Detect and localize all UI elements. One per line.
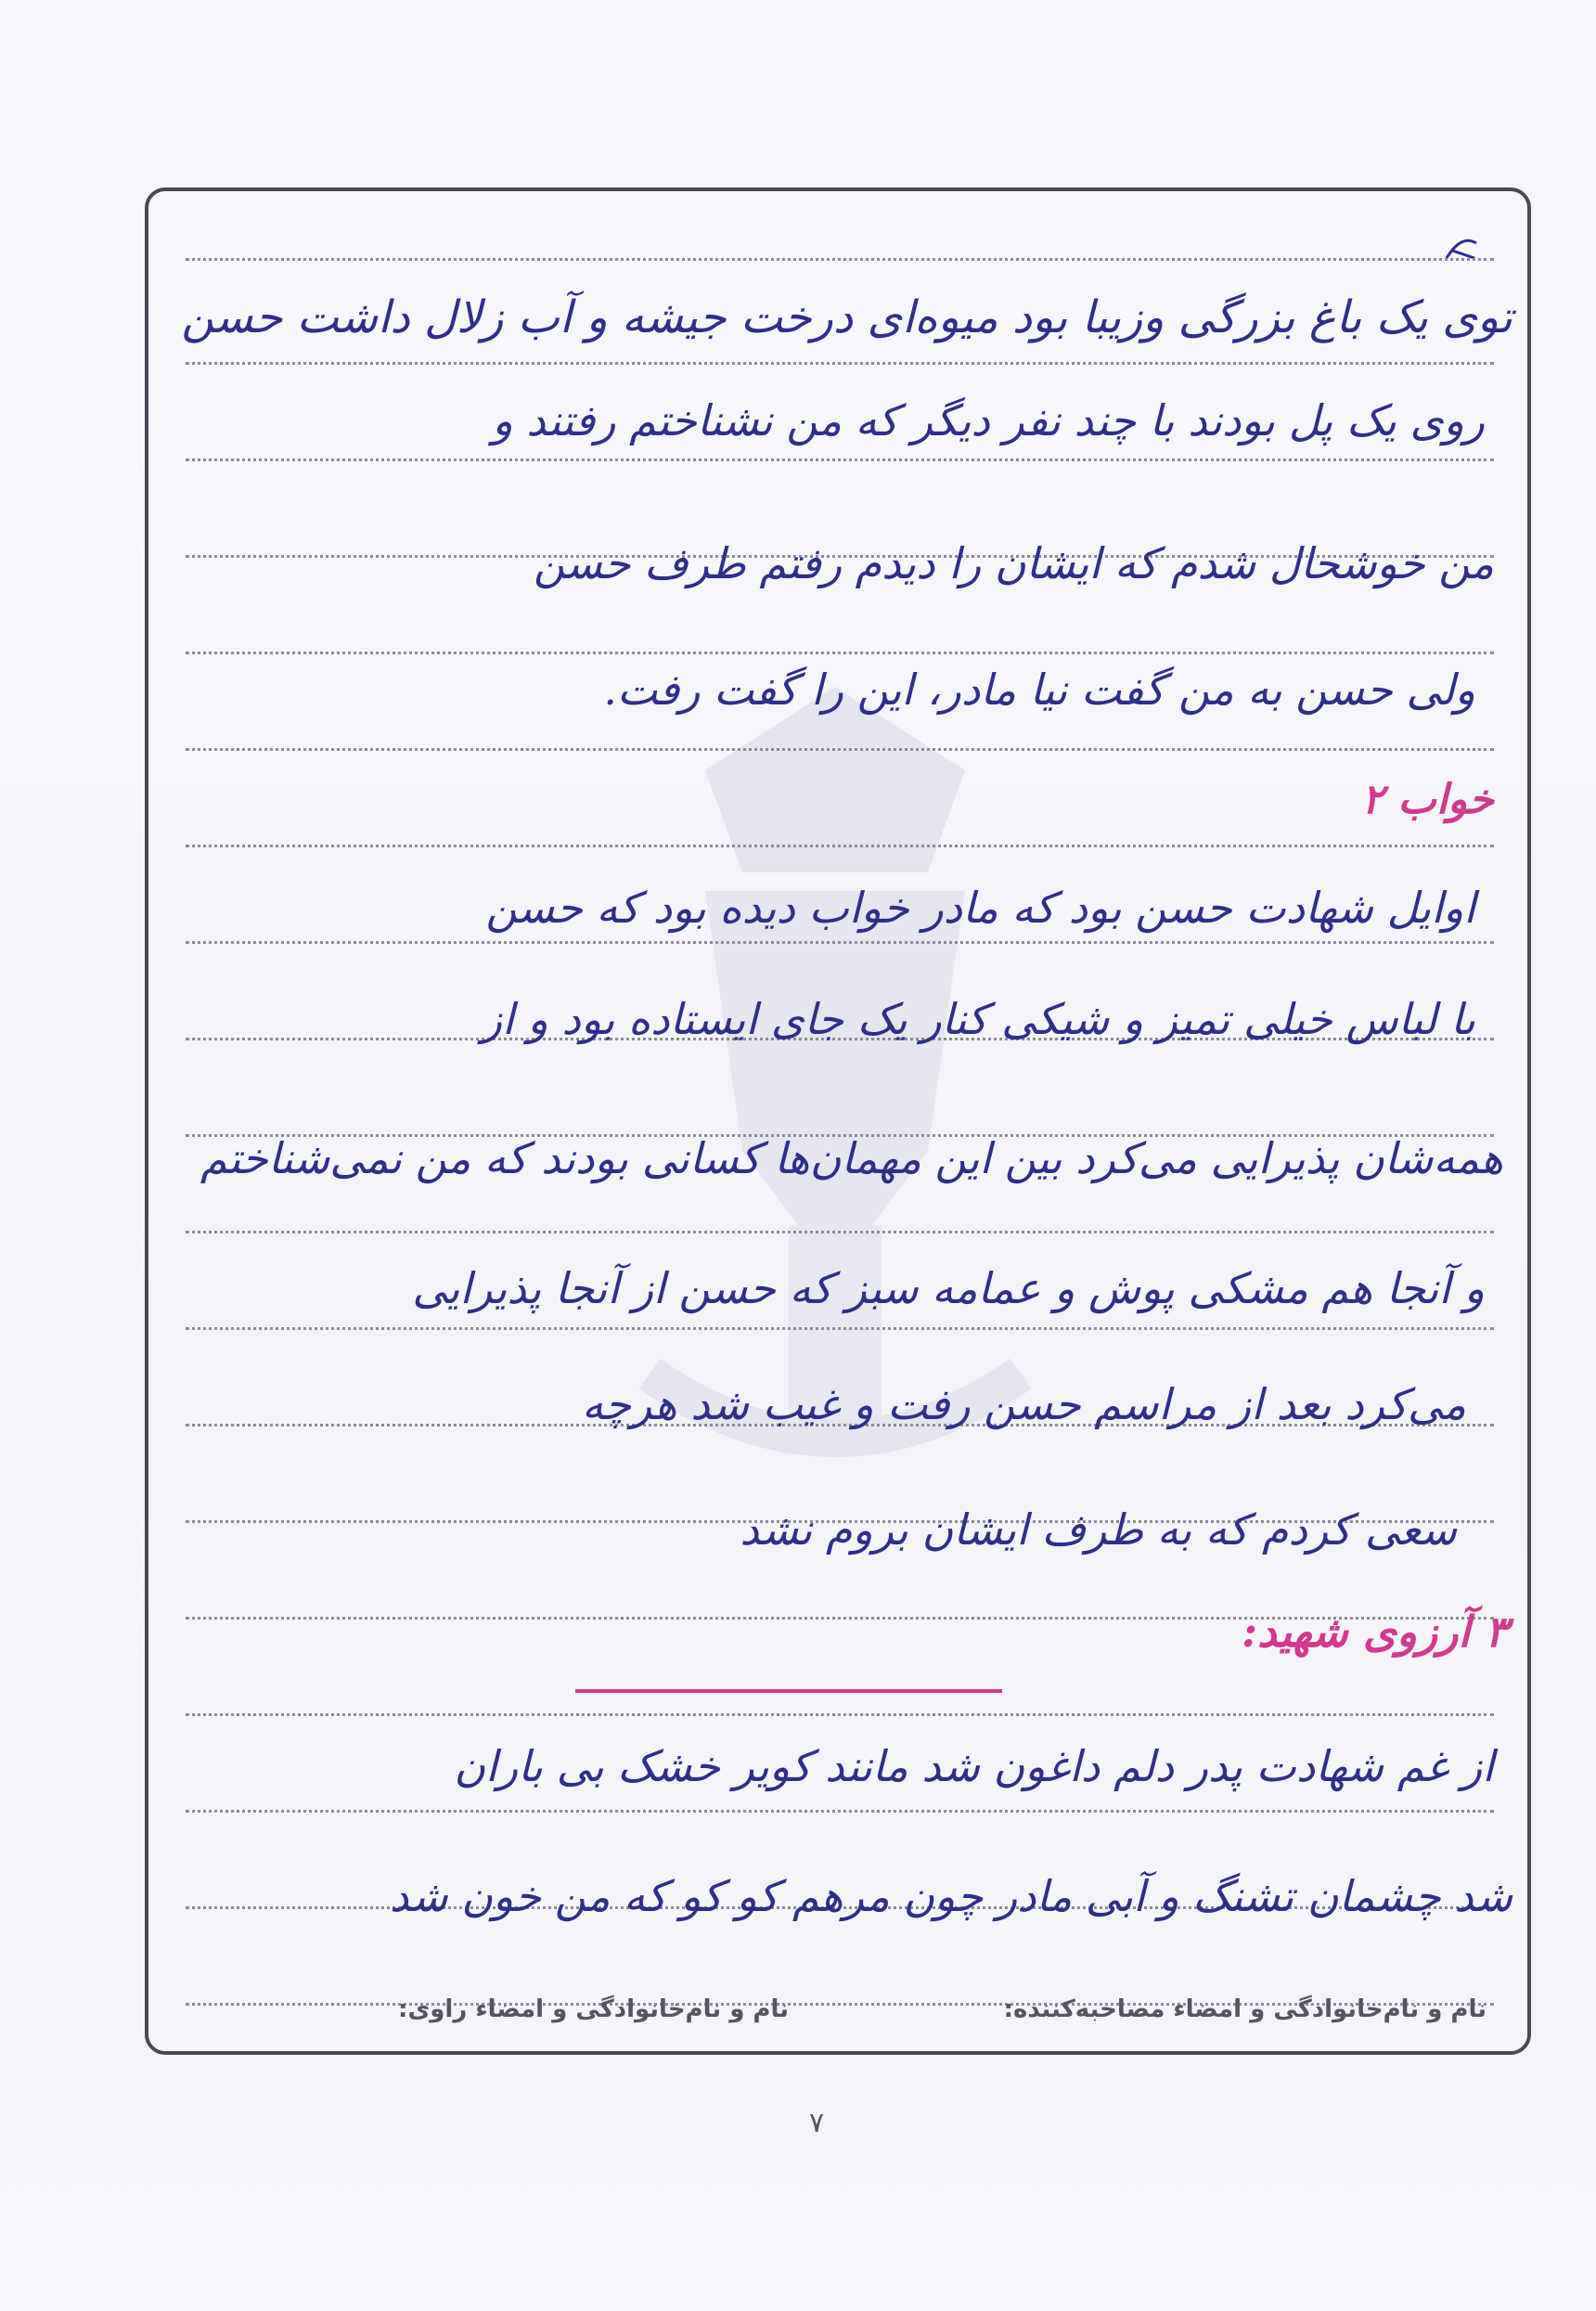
ruled-line: [186, 941, 1494, 944]
ruled-line: [186, 748, 1494, 751]
ruled-line: [186, 1327, 1494, 1330]
handwritten-line: همه‌شان پذیرایی می‌کرد بین این مهمان‌ها کسانی بودند که من نمی‌شناختم: [200, 1133, 1503, 1183]
handwritten-line: ولی حسن به من گفت نیا مادر، این را گفت رفت.: [603, 665, 1475, 715]
ruled-line: [186, 652, 1494, 654]
ruled-line: [186, 1713, 1494, 1716]
page-number: ۷: [808, 2107, 825, 2139]
heading-wish: ۳ آرزوی شهید:: [1242, 1607, 1508, 1657]
handwritten-line: اوایل شهادت حسن بود که مادر خواب دیده بود که حسن: [485, 883, 1475, 933]
handwritten-line: و آنجا هم مشکی پوش و عمامه سبز که حسن از آنجا پذیرایی: [412, 1263, 1485, 1313]
handwritten-line: با لباس خیلی تمیز و شیکی کنار یک جای ایستاده بود و از: [481, 994, 1475, 1044]
handwritten-line: می‌کرد بعد از مراسم حسن رفت و غیب شد هرچه: [581, 1379, 1466, 1429]
handwritten-line: سعی کردم که به طرف ایشان بروم نشد: [740, 1504, 1457, 1555]
interviewer-signature-label: نام و نام‌خانوادگی و امضاء مصاحبه‌کننده:: [1003, 1995, 1487, 2023]
handwritten-line: روی یک پل بودند با چند نفر دیگر که من نشناختم رفتند و: [492, 395, 1485, 445]
pen-mark-icon: [1443, 230, 1480, 267]
handwritten-line: از غم شهادت پدر دلم داغون شد مانند کویر خشک بی باران: [454, 1741, 1494, 1791]
ruled-line: [186, 845, 1494, 847]
ruled-line: [186, 258, 1494, 261]
ruled-line: [186, 458, 1494, 461]
heading-underline: [575, 1689, 1002, 1693]
narrator-signature-label: نام و نام‌خانوادگی و امضاء راوی:: [398, 1995, 789, 2023]
ruled-line: [186, 1231, 1494, 1233]
handwritten-line: شد چشمان تشنگ و آبی مادر چون مرهم کو کو که من خون شد: [389, 1871, 1512, 1921]
ruled-line: [186, 362, 1494, 365]
handwritten-line: توی یک باغ بزرگی وزیبا بود میوه‌ای درخت جیشه و آب زلال داشت حسن: [181, 291, 1512, 343]
heading-dream-2: خواب ۲: [1361, 776, 1494, 823]
handwritten-line: من خوشحال شدم که ایشان را دیدم رفتم طرف حسن: [533, 538, 1494, 588]
ruled-line: [186, 1810, 1494, 1813]
